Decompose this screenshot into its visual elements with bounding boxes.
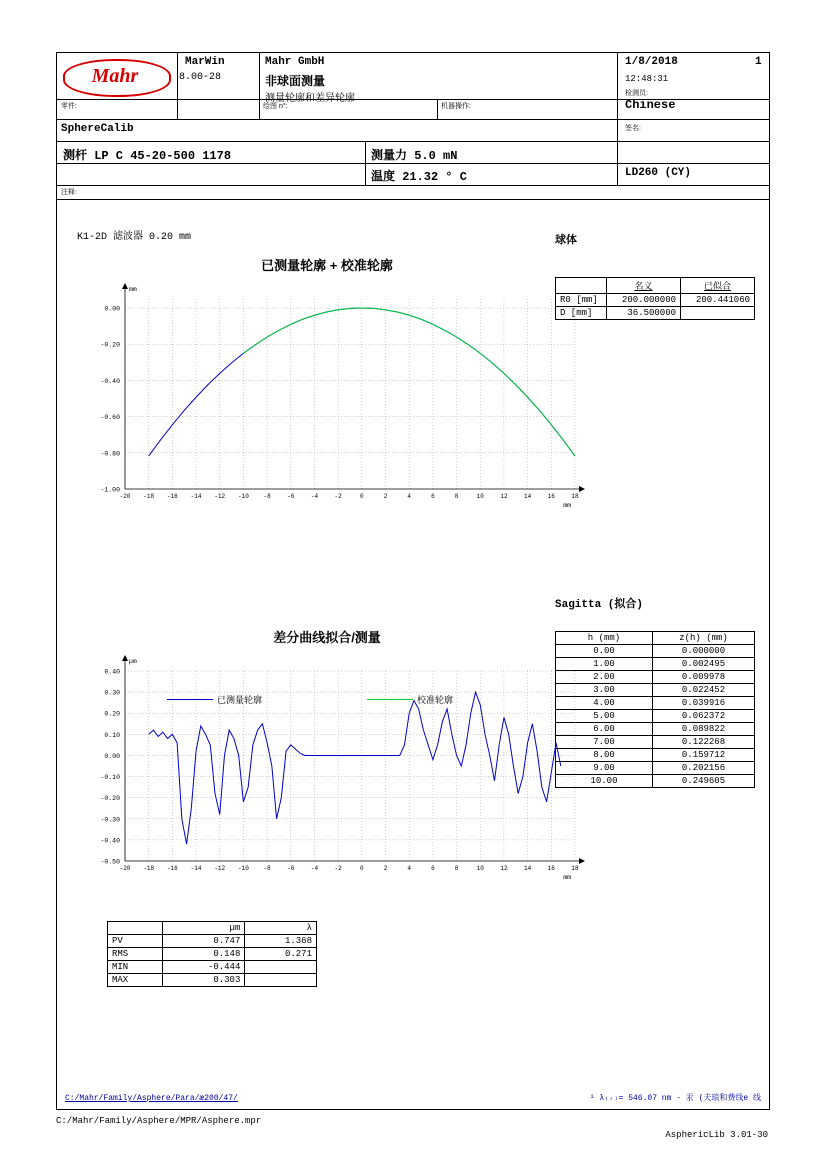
stats-col-blank	[108, 922, 163, 935]
note-label: 注释:	[61, 189, 77, 196]
sagitta-h: 3.00	[556, 684, 653, 697]
stats-um: 0.148	[163, 948, 245, 961]
sphere-col-blank	[556, 278, 607, 294]
table-row	[108, 935, 317, 948]
svg-text:16: 16	[547, 865, 555, 872]
sphere-d-nominal: 36.500000	[607, 307, 681, 320]
svg-text:16: 16	[547, 493, 555, 500]
sagitta-col-z: z(h) (mm)	[653, 632, 755, 645]
inspector-label: 检测员:	[625, 90, 648, 97]
svg-text:4: 4	[407, 865, 412, 872]
report-sheet	[56, 52, 770, 1110]
svg-text:-0.80: -0.80	[100, 450, 120, 458]
sagitta-z: 0.062372	[653, 710, 755, 723]
sagitta-col-h: h (mm)	[556, 632, 653, 645]
mahr-logo	[61, 57, 171, 95]
stats-col-um: µm	[163, 922, 245, 935]
sagitta-z: 0.000000	[653, 645, 755, 658]
drawing-label: 绘图 n°:	[263, 103, 288, 110]
svg-text:-0.10: -0.10	[100, 774, 120, 782]
svg-text:-20: -20	[119, 493, 131, 500]
sagitta-h: 1.00	[556, 658, 653, 671]
svg-text:2: 2	[383, 493, 388, 500]
svg-text:-16: -16	[166, 493, 178, 500]
sagitta-h: 5.00	[556, 710, 653, 723]
table-row	[556, 307, 755, 320]
sagitta-z: 0.009978	[653, 671, 755, 684]
svg-text:18: 18	[571, 865, 579, 872]
probe-info: 测杆 LP C 45-20-500 1178	[63, 149, 232, 163]
svg-text:-12: -12	[214, 865, 226, 872]
sagitta-z: 0.089822	[653, 723, 755, 736]
svg-text:-4: -4	[310, 493, 319, 500]
stats-label: MIN	[108, 961, 163, 974]
sagitta-z: 0.002495	[653, 658, 755, 671]
part-value: SphereCalib	[61, 123, 134, 135]
sagitta-z: 0.202156	[653, 762, 755, 775]
svg-text:-20: -20	[119, 865, 131, 872]
sphere-table	[555, 277, 755, 320]
svg-text:-8: -8	[263, 865, 271, 872]
operator-label: 机器操作:	[441, 103, 471, 110]
stats-um: 0.303	[163, 974, 245, 987]
svg-text:-12: -12	[214, 493, 226, 500]
sphere-d-label: D [mm]	[556, 307, 607, 320]
table-row	[556, 294, 755, 307]
svg-text:0.10: 0.10	[104, 731, 120, 739]
chart2-title: 差分曲线拟合/测量	[273, 630, 381, 645]
svg-text:mm: mm	[563, 502, 571, 509]
temperature: 温度 21.32 ° C	[371, 170, 468, 184]
svg-text:14: 14	[524, 865, 532, 872]
measuring-force: 测量力 5.0 mN	[371, 149, 458, 163]
svg-text:6: 6	[431, 493, 435, 500]
stats-lambda	[245, 974, 317, 987]
report-body	[57, 199, 769, 1109]
svg-text:-6: -6	[287, 865, 295, 872]
svg-text:-18: -18	[143, 865, 155, 872]
svg-text:10: 10	[476, 865, 484, 872]
signature-label: 签名:	[625, 125, 641, 132]
document-subtitle: 测量轮廓和差异轮廓	[265, 93, 355, 104]
logo-text: Mahr	[91, 65, 139, 87]
svg-text:10: 10	[476, 493, 484, 500]
file-path: C:/Mahr/Family/Asphere/MPR/Asphere.mpr	[56, 1116, 262, 1126]
svg-text:-18: -18	[143, 493, 155, 500]
svg-text:-2: -2	[334, 865, 342, 872]
sagitta-z: 0.249605	[653, 775, 755, 788]
svg-text:8: 8	[454, 865, 459, 872]
svg-text:-1.00: -1.00	[100, 486, 120, 494]
lambda-note: ¹ λ₍ᵣ₎= 546.07 nm - 汞 (夫琅和费线e 线	[589, 1094, 761, 1103]
report-date: 1/8/2018	[625, 56, 678, 68]
svg-text:-0.50: -0.50	[100, 858, 120, 866]
sagitta-h: 0.00	[556, 645, 653, 658]
svg-text:-0.20: -0.20	[100, 795, 120, 803]
stats-lambda: 1.368	[245, 935, 317, 948]
sagitta-caption: Sagitta (拟合)	[555, 599, 644, 611]
table-row	[108, 961, 317, 974]
svg-text:8: 8	[454, 493, 459, 500]
svg-text:0: 0	[360, 493, 364, 500]
svg-text:-16: -16	[166, 865, 178, 872]
legend-calibration: 校准轮廓	[417, 695, 454, 705]
legend-measured: 已测量轮廓	[217, 695, 263, 705]
svg-text:-4: -4	[310, 865, 319, 872]
sagitta-h: 6.00	[556, 723, 653, 736]
difference-curve-chart	[77, 649, 597, 899]
svg-text:-6: -6	[287, 493, 295, 500]
svg-text:-0.40: -0.40	[100, 837, 120, 845]
sagitta-h: 10.00	[556, 775, 653, 788]
part-label: 零件:	[61, 103, 77, 110]
svg-text:mm: mm	[563, 874, 571, 881]
svg-text:-10: -10	[238, 493, 249, 500]
svg-text:14: 14	[524, 493, 532, 500]
svg-text:18: 18	[571, 493, 579, 500]
sagitta-z: 0.122268	[653, 736, 755, 749]
svg-text:-0.60: -0.60	[100, 414, 120, 422]
svg-text:0.30: 0.30	[104, 689, 120, 697]
svg-text:-10: -10	[238, 865, 249, 872]
report-time: 12:48:31	[625, 74, 669, 84]
inspector-value: Chinese	[625, 98, 676, 112]
stats-label: PV	[108, 935, 163, 948]
table-row	[108, 974, 317, 987]
sagitta-h: 8.00	[556, 749, 653, 762]
sagitta-h: 4.00	[556, 697, 653, 710]
sagitta-z: 0.039916	[653, 697, 755, 710]
sphere-col-nominal: 名义	[607, 278, 681, 294]
stats-table	[107, 921, 317, 987]
svg-text:2: 2	[383, 865, 388, 872]
company-name: Mahr GmbH	[265, 56, 325, 68]
svg-text:6: 6	[431, 865, 435, 872]
document-title: 非球面测量	[265, 74, 326, 88]
svg-text:-0.40: -0.40	[100, 377, 120, 385]
sphere-r0-label: R0 [mm]	[556, 294, 607, 307]
library-version: AsphericLib 3.01-30	[665, 1130, 768, 1140]
sphere-r0-nominal: 200.000000	[607, 294, 681, 307]
sphere-d-fitted	[681, 307, 755, 320]
marwin-label: MarWin	[185, 56, 225, 68]
svg-text:0.00: 0.00	[104, 752, 120, 760]
sagitta-z: 0.022452	[653, 684, 755, 697]
stats-um: 0.747	[163, 935, 245, 948]
marwin-version: 8.00-28	[179, 72, 222, 83]
svg-text:0.00: 0.00	[104, 305, 120, 313]
svg-text:4: 4	[407, 493, 412, 500]
sphere-col-fitted: 已似合	[681, 278, 755, 294]
svg-text:0: 0	[360, 865, 364, 872]
stats-col-lambda: λ	[245, 922, 317, 935]
sphere-r0-fitted: 200.441060	[681, 294, 755, 307]
measured-profile-chart	[77, 277, 597, 517]
svg-text:µm: µm	[129, 658, 137, 665]
svg-text:mm: mm	[129, 286, 137, 293]
stats-lambda: 0.271	[245, 948, 317, 961]
svg-text:-14: -14	[190, 865, 202, 872]
sagitta-h: 9.00	[556, 762, 653, 775]
stats-lambda	[245, 961, 317, 974]
svg-text:-8: -8	[263, 493, 271, 500]
svg-text:-14: -14	[190, 493, 202, 500]
machine-name: LD260 (CY)	[625, 167, 692, 179]
sagitta-z: 0.159712	[653, 749, 755, 762]
sagitta-h: 7.00	[556, 736, 653, 749]
svg-text:-0.30: -0.30	[100, 816, 120, 824]
svg-text:-0.20: -0.20	[100, 341, 120, 349]
sagitta-h: 2.00	[556, 671, 653, 684]
svg-text:0.20: 0.20	[104, 710, 120, 718]
stats-label: MAX	[108, 974, 163, 987]
filter-label: K1-2D 滤波器 0.20 mm	[77, 232, 192, 243]
stats-um: -0.444	[163, 961, 245, 974]
page-number: 1	[755, 56, 762, 68]
svg-text:0.40: 0.40	[104, 668, 120, 676]
svg-text:12: 12	[500, 493, 508, 500]
sphere-caption: 球体	[555, 234, 577, 246]
parameter-path-link[interactable]: C:/Mahr/Family/Asphere/Para/æ200/47/	[65, 1094, 238, 1103]
svg-text:12: 12	[500, 865, 508, 872]
table-row	[108, 948, 317, 961]
svg-text:-2: -2	[334, 493, 342, 500]
stats-label: RMS	[108, 948, 163, 961]
chart1-title: 已测量轮廓 + 校准轮廓	[261, 258, 393, 273]
